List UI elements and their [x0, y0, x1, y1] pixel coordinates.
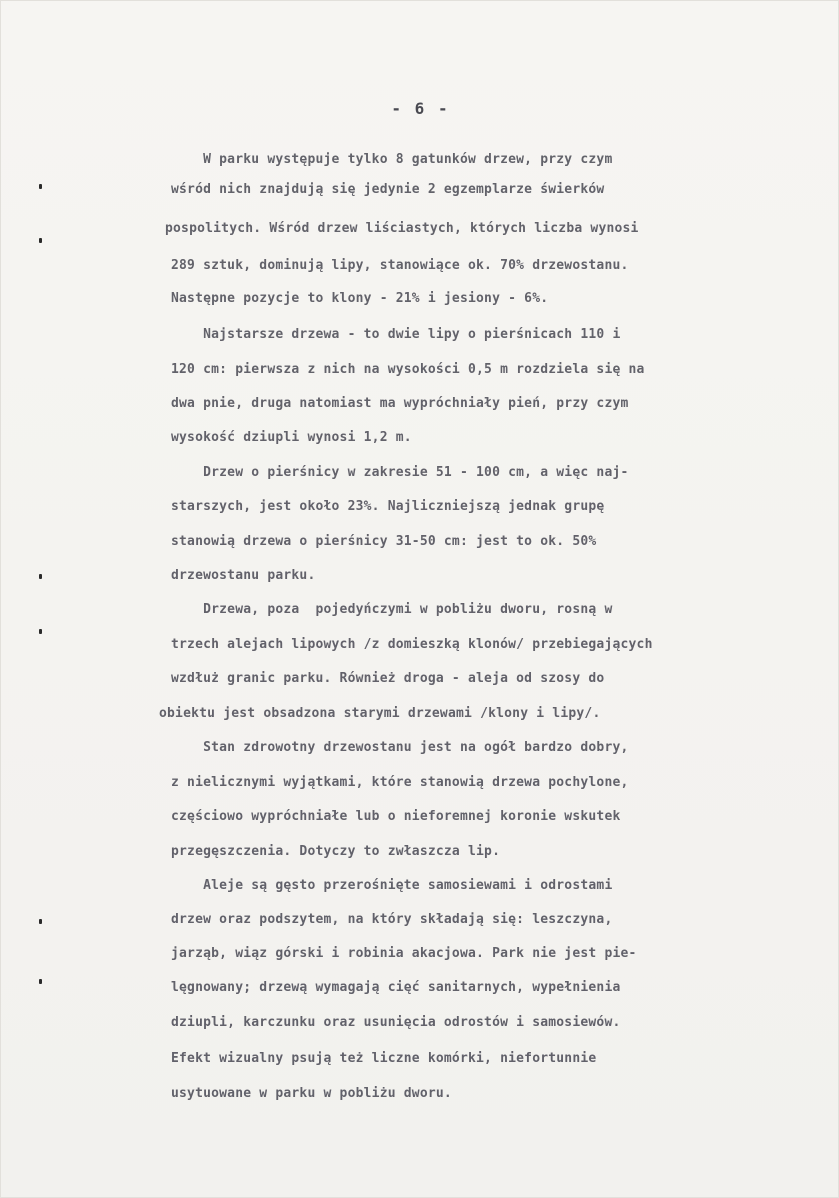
margin-mark — [39, 184, 42, 189]
margin-mark — [39, 629, 42, 634]
text-line: drzew oraz podszytem, na który składają się: leszczyna, — [171, 912, 613, 927]
text-line: starszych, jest około 23%. Najliczniejszą jednak grupę — [171, 499, 605, 514]
text-line: 120 cm: pierwsza z nich na wysokości 0,5 m rozdziela się na — [171, 362, 645, 377]
page-number: - 6 - — [391, 99, 450, 118]
text-line: lęgnowany; drzewą wymagają cięć sanitarnych, wypełnienia — [171, 980, 621, 995]
text-line: Drzewa, poza pojedyńczymi w pobliżu dworu, rosną w — [171, 602, 613, 617]
text-line: Aleje są gęsto przerośnięte samosiewami i odrostami — [171, 878, 613, 893]
margin-mark — [39, 979, 42, 984]
text-line: wśród nich znajdują się jedynie 2 egzemplarze świerków — [171, 182, 605, 197]
text-line: z nielicznymi wyjątkami, które stanowią drzewa pochylone, — [171, 775, 629, 790]
text-line: trzech alejach lipowych /z domieszką klonów/ przebiegających — [171, 637, 653, 652]
margin-mark — [39, 238, 42, 243]
text-line: usytuowane w parku w pobliżu dworu. — [171, 1086, 452, 1101]
text-line: obiektu jest obsadzona starymi drzewami /klony i lipy/. — [159, 706, 601, 721]
text-line: Następne pozycje to klony - 21% i jesiony - 6%. — [171, 291, 549, 306]
text-line: Najstarsze drzewa - to dwie lipy o pierśnicach 110 i — [171, 327, 621, 342]
text-line: Efekt wizualny psują też liczne komórki, niefortunnie — [171, 1051, 597, 1066]
margin-mark — [39, 919, 42, 924]
text-line: wysokość dziupli wynosi 1,2 m. — [171, 430, 412, 445]
text-line: przegęszczenia. Dotyczy to zwłaszcza lip. — [171, 844, 501, 859]
text-line: 289 sztuk, dominują lipy, stanowiące ok. 70% drzewostanu. — [171, 258, 629, 273]
text-line: jarząb, wiąz górski i robinia akacjowa. Park nie jest pie- — [171, 946, 637, 961]
text-line: wzdłuż granic parku. Również droga - aleja od szosy do — [171, 671, 605, 686]
text-line: Drzew o pierśnicy w zakresie 51 - 100 cm, a więc naj- — [171, 465, 629, 480]
text-line: dwa pnie, druga natomiast ma wypróchniały pień, przy czym — [171, 396, 629, 411]
text-line: stanowią drzewa o pierśnicy 31-50 cm: jest to ok. 50% — [171, 534, 597, 549]
text-line: drzewostanu parku. — [171, 568, 316, 583]
text-line: dziupli, karczunku oraz usunięcia odrostów i samosiewów. — [171, 1015, 621, 1030]
text-line: częściowo wypróchniałe lub o nieforemnej koronie wskutek — [171, 809, 621, 824]
text-line: pospolitych. Wśród drzew liściastych, których liczba wynosi — [165, 221, 639, 236]
text-line: Stan zdrowotny drzewostanu jest na ogół bardzo dobry, — [171, 740, 629, 755]
margin-mark — [39, 574, 42, 579]
text-line: W parku występuje tylko 8 gatunków drzew, przy czym — [171, 152, 613, 167]
